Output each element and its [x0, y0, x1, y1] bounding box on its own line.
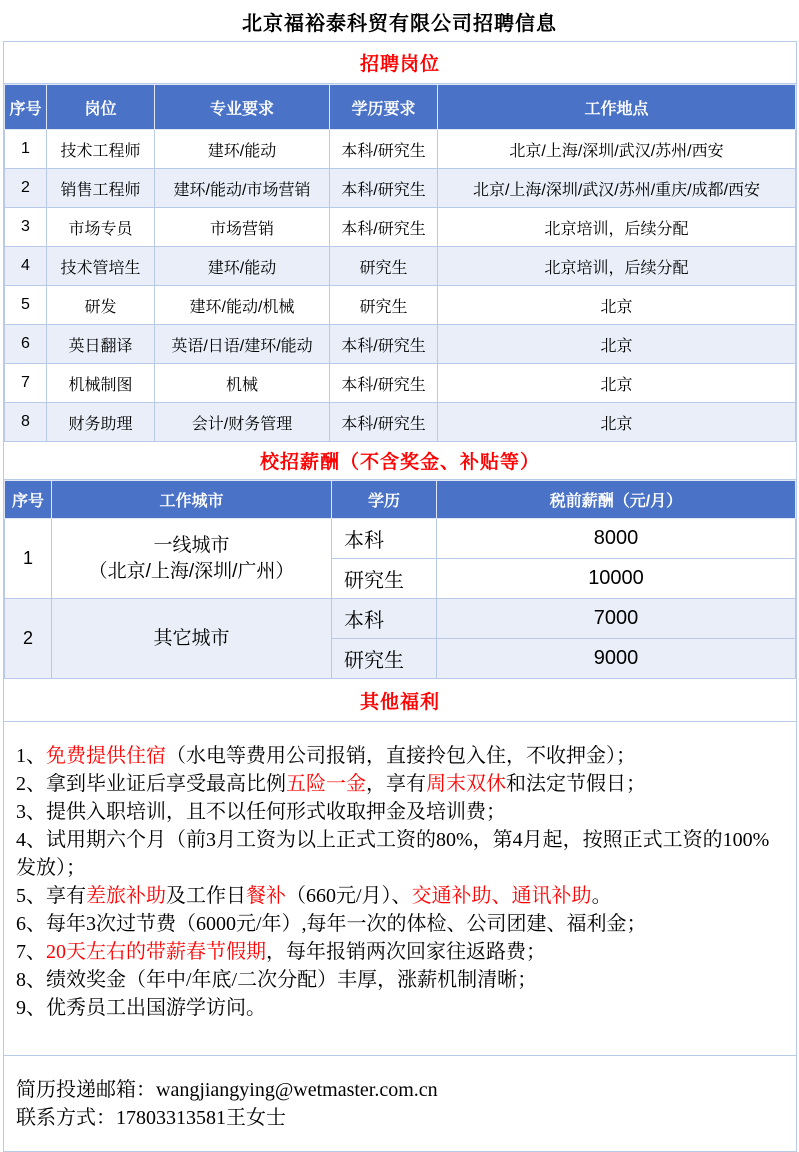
job-cell-major: 市场营销 — [155, 208, 330, 247]
job-cell-location: 北京 — [438, 403, 796, 442]
job-row — [5, 130, 796, 169]
benefit-text: 3、提供入职培训，且不以任何形式收取押金及培训费； — [16, 801, 506, 823]
job-row — [5, 169, 796, 208]
salary-group-no: 1 — [5, 519, 52, 599]
benefit-text: ，享有 — [366, 773, 426, 795]
salary-header-no: 序号 — [5, 481, 52, 519]
job-cell-post: 技术管培生 — [47, 247, 155, 286]
job-cell-degree: 本科/研究生 — [330, 130, 438, 169]
salary-group-no: 2 — [5, 599, 52, 679]
job-cell-no: 2 — [5, 169, 47, 208]
benefit-highlight: 差旅补助 — [86, 885, 166, 907]
page-title: 北京福裕泰科贸有限公司招聘信息 — [242, 13, 557, 35]
job-cell-location: 北京/上海/深圳/武汉/苏州/西安 — [438, 130, 796, 169]
job-cell-no: 6 — [5, 325, 47, 364]
salary-pay: 8000 — [437, 519, 796, 559]
job-row — [5, 208, 796, 247]
salary-degree: 本科 — [332, 519, 437, 559]
job-cell-major: 英语/日语/建环/能动 — [155, 325, 330, 364]
benefit-highlight: 餐补 — [246, 885, 286, 907]
jobs-table — [4, 84, 796, 442]
city-line-2: （北京/上海/深圳/广州） — [88, 560, 295, 582]
benefit-text: 。 — [591, 885, 612, 907]
benefit-highlight: 20天左右的带薪春节假期 — [46, 941, 266, 963]
job-cell-no: 1 — [5, 130, 47, 169]
benefit-text: 9、优秀员工出国游学访问。 — [16, 997, 266, 1019]
benefit-item-8 — [16, 966, 788, 994]
job-cell-post: 市场专员 — [47, 208, 155, 247]
job-cell-degree: 本科/研究生 — [330, 403, 438, 442]
salary-degree: 研究生 — [332, 559, 437, 599]
job-cell-location: 北京 — [438, 325, 796, 364]
job-row — [5, 364, 796, 403]
benefit-item-6 — [16, 910, 788, 938]
job-cell-degree: 本科/研究生 — [330, 208, 438, 247]
job-row — [5, 403, 796, 442]
job-cell-degree: 本科/研究生 — [330, 325, 438, 364]
salary-degree: 研究生 — [332, 639, 437, 679]
job-cell-location: 北京/上海/深圳/武汉/苏州/重庆/成都/西安 — [438, 169, 796, 208]
job-cell-no: 5 — [5, 286, 47, 325]
city-line-1: 一线城市 — [153, 534, 230, 556]
jobs-section-title: 招聘岗位 — [4, 42, 796, 84]
recruitment-sheet — [3, 41, 797, 1152]
jobs-header-no: 序号 — [5, 85, 47, 130]
benefit-text: 2、拿到毕业证后享受最高比例 — [16, 773, 286, 795]
job-cell-location: 北京培训，后续分配 — [438, 247, 796, 286]
benefit-text: ，每年报销两次回家往返路费； — [266, 941, 546, 963]
benefit-text: 8、绩效奖金（年中/年底/二次分配）丰厚，涨薪机制清晰； — [16, 969, 538, 991]
benefit-text: 和法定节假日； — [506, 773, 646, 795]
job-cell-major: 会计/财务管理 — [155, 403, 330, 442]
benefit-text: 4、试用期六个月（前3月工资为以上正式工资的80%，第4月起，按照正式工资的100%发放）； — [16, 829, 770, 879]
jobs-table-body — [5, 130, 796, 442]
salary-pay: 10000 — [437, 559, 796, 599]
jobs-header-post: 岗位 — [47, 85, 155, 130]
jobs-header-major: 专业要求 — [155, 85, 330, 130]
benefit-item-9 — [16, 994, 788, 1022]
jobs-header-degree: 学历要求 — [330, 85, 438, 130]
benefit-text: 1、 — [16, 745, 46, 767]
salary-group-city — [52, 519, 332, 599]
salary-header-row — [5, 481, 796, 519]
salary-section-title: 校招薪酬（不含奖金、补贴等） — [4, 442, 796, 480]
job-cell-no: 3 — [5, 208, 47, 247]
job-cell-major: 建环/能动/机械 — [155, 286, 330, 325]
benefit-highlight: 交通补助、通讯补助 — [411, 885, 592, 907]
salary-header-pay: 税前薪酬（元/月） — [437, 481, 796, 519]
job-cell-major: 建环/能动/市场营销 — [155, 169, 330, 208]
job-cell-post: 研发 — [47, 286, 155, 325]
job-cell-no: 7 — [5, 364, 47, 403]
job-cell-post: 机械制图 — [47, 364, 155, 403]
job-cell-post: 技术工程师 — [47, 130, 155, 169]
benefit-text: 及工作日 — [166, 885, 246, 907]
salary-header-degree: 学历 — [332, 481, 437, 519]
job-cell-location: 北京培训，后续分配 — [438, 208, 796, 247]
job-cell-post: 财务助理 — [47, 403, 155, 442]
city-line-1: 其它城市 — [153, 627, 230, 649]
benefit-highlight: 免费提供住宿 — [46, 745, 166, 767]
benefit-highlight: 周末双休 — [426, 773, 506, 795]
benefit-text: （660元/月）、 — [286, 885, 412, 907]
salary-table — [4, 480, 796, 679]
job-cell-no: 4 — [5, 247, 47, 286]
job-cell-location: 北京 — [438, 286, 796, 325]
salary-header-city: 工作城市 — [52, 481, 332, 519]
job-cell-no: 8 — [5, 403, 47, 442]
job-row — [5, 325, 796, 364]
benefits-list — [4, 722, 796, 1056]
salary-row — [5, 519, 796, 559]
benefit-item-1 — [16, 742, 788, 770]
contact-phone: 联系方式：17803313581王女士 — [16, 1107, 286, 1129]
job-cell-major: 建环/能动 — [155, 130, 330, 169]
salary-pay: 9000 — [437, 639, 796, 679]
salary-pay: 7000 — [437, 599, 796, 639]
job-cell-degree: 研究生 — [330, 247, 438, 286]
job-cell-post: 销售工程师 — [47, 169, 155, 208]
benefit-item-2 — [16, 770, 788, 798]
benefit-highlight: 五险一金 — [286, 773, 366, 795]
benefit-item-7 — [16, 938, 788, 966]
benefit-item-5 — [16, 882, 788, 910]
salary-row — [5, 599, 796, 639]
job-row — [5, 286, 796, 325]
job-cell-degree: 本科/研究生 — [330, 169, 438, 208]
benefit-text: 6、每年3次过节费（6000元/年）,每年一次的体检、公司团建、福利金； — [16, 913, 647, 935]
benefits-section-title: 其他福利 — [4, 679, 796, 722]
jobs-header-location: 工作地点 — [438, 85, 796, 130]
job-cell-degree: 本科/研究生 — [330, 364, 438, 403]
job-cell-major: 建环/能动 — [155, 247, 330, 286]
benefit-text: 5、享有 — [16, 885, 86, 907]
job-cell-post: 英日翻译 — [47, 325, 155, 364]
benefit-item-4 — [16, 826, 788, 882]
benefit-text: 7、 — [16, 941, 46, 963]
salary-degree: 本科 — [332, 599, 437, 639]
jobs-header-row — [5, 85, 796, 130]
contact-block — [4, 1056, 796, 1151]
salary-group-city — [52, 599, 332, 679]
job-row — [5, 247, 796, 286]
contact-email: 简历投递邮箱：wangjiangying@wetmaster.com.cn — [16, 1079, 438, 1101]
benefit-item-3 — [16, 798, 788, 826]
job-cell-major: 机械 — [155, 364, 330, 403]
job-cell-location: 北京 — [438, 364, 796, 403]
benefit-text: （水电等费用公司报销，直接拎包入住，不收押金）； — [166, 745, 636, 767]
job-cell-degree: 研究生 — [330, 286, 438, 325]
